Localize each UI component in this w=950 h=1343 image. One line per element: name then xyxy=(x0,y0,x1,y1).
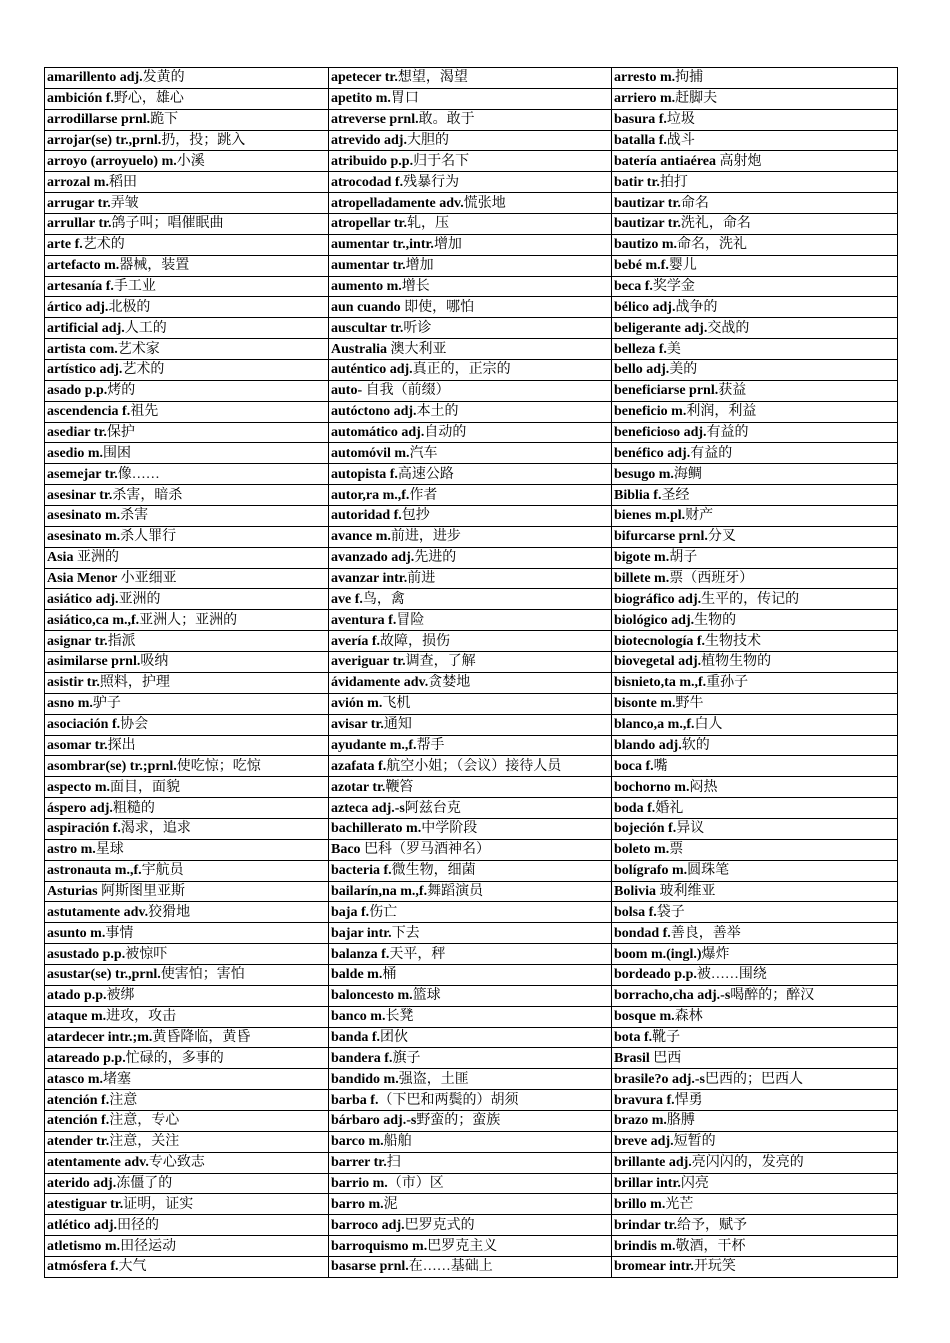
vocab-entry-cell: apetecer tr.想望，渴望 xyxy=(329,68,612,89)
vocab-entry-cell: brindar tr.给予，赋予 xyxy=(612,1215,898,1236)
vocab-entry-cell: áspero adj.粗糙的 xyxy=(45,798,329,819)
table-row xyxy=(45,297,898,318)
vocab-entry-cell: apetito m.胃口 xyxy=(329,88,612,109)
vocab-entry-cell: avance m.前进，进步 xyxy=(329,526,612,547)
vocab-entry-cell: barrer tr.扫 xyxy=(329,1152,612,1173)
table-row xyxy=(45,422,898,443)
vocab-entry-cell: arrullar tr.鸽子叫；唱催眠曲 xyxy=(45,214,329,235)
vocab-entry-cell: bacteria f.微生物，细菌 xyxy=(329,860,612,881)
vocab-entry-cell: banda f.团伙 xyxy=(329,1027,612,1048)
table-row xyxy=(45,1027,898,1048)
vocab-entry-cell: atrocodad f.残暴行为 xyxy=(329,172,612,193)
vocab-entry-cell: arrojar(se) tr.,prnl.扔，投；跳入 xyxy=(45,130,329,151)
table-row xyxy=(45,756,898,777)
vocab-entry-cell: biográfico adj.生平的，传记的 xyxy=(612,589,898,610)
vocab-entry-cell: astronauta m.,f.宇航员 xyxy=(45,860,329,881)
vocab-entry-cell: bisnieto,ta m.,f.重孙子 xyxy=(612,672,898,693)
vocab-entry-cell: asustar(se) tr.,prnl.使害怕；害怕 xyxy=(45,964,329,985)
vocab-entry-cell: bochorno m.闷热 xyxy=(612,777,898,798)
vocab-entry-cell: bromear intr.开玩笑 xyxy=(612,1256,898,1277)
vocab-entry-cell: bailarín,na m.,f.舞蹈演员 xyxy=(329,881,612,902)
vocab-entry-cell: artefacto m.器械，装置 xyxy=(45,255,329,276)
vocab-entry-cell: billete m.票（西班牙） xyxy=(612,568,898,589)
vocab-entry-cell: asimilarse prnl.吸纳 xyxy=(45,652,329,673)
vocab-entry-cell: arrodillarse prnl.跪下 xyxy=(45,109,329,130)
vocab-entry-cell: atropellar tr.轧，压 xyxy=(329,214,612,235)
vocab-entry-cell: batería antiaérea 高射炮 xyxy=(612,151,898,172)
vocab-entry-cell: biotecnología f.生物技术 xyxy=(612,631,898,652)
vocab-entry-cell: atención f.注意，专心 xyxy=(45,1110,329,1131)
vocab-entry-cell: barro m.泥 xyxy=(329,1194,612,1215)
vocab-entry-cell: biológico adj.生物的 xyxy=(612,610,898,631)
table-row xyxy=(45,193,898,214)
vocab-entry-cell: asesinar tr.杀害，暗杀 xyxy=(45,485,329,506)
table-row xyxy=(45,1131,898,1152)
table-row xyxy=(45,923,898,944)
vocab-entry-cell: beneficiarse prnl.获益 xyxy=(612,380,898,401)
vocab-entry-cell: asediar tr.保护 xyxy=(45,422,329,443)
vocabulary-table xyxy=(44,67,898,1278)
vocab-entry-cell: bajar intr.下去 xyxy=(329,923,612,944)
vocab-entry-cell: baloncesto m.篮球 xyxy=(329,985,612,1006)
vocab-entry-cell: bosque m.森林 xyxy=(612,1006,898,1027)
vocab-entry-cell: arriero m.赶脚夫 xyxy=(612,88,898,109)
vocab-entry-cell: brillar intr.闪亮 xyxy=(612,1173,898,1194)
vocab-entry-cell: auto- 自我（前缀） xyxy=(329,380,612,401)
vocab-entry-cell: blando adj.软的 xyxy=(612,735,898,756)
vocab-entry-cell: boleto m.票 xyxy=(612,839,898,860)
vocab-entry-cell: astutamente adv.狡猾地 xyxy=(45,902,329,923)
vocab-entry-cell: azteca adj.-s阿兹台克 xyxy=(329,798,612,819)
vocab-entry-cell: Asia Menor 小亚细亚 xyxy=(45,568,329,589)
vocab-entry-cell: arroyo (arroyuelo) m.小溪 xyxy=(45,151,329,172)
vocab-entry-cell: aumentar tr.,intr.增加 xyxy=(329,234,612,255)
table-row xyxy=(45,1090,898,1111)
vocab-entry-cell: asignar tr.指派 xyxy=(45,631,329,652)
vocab-entry-cell: atmósfera f.大气 xyxy=(45,1256,329,1277)
vocab-entry-cell: ártico adj.北极的 xyxy=(45,297,329,318)
vocab-entry-cell: beligerante adj.交战的 xyxy=(612,318,898,339)
table-row xyxy=(45,1006,898,1027)
table-row xyxy=(45,255,898,276)
vocab-entry-cell: balde m.桶 xyxy=(329,964,612,985)
vocab-entry-cell: atribuido p.p.归于名下 xyxy=(329,151,612,172)
vocab-entry-cell: boom m.(ingl.)爆炸 xyxy=(612,944,898,965)
table-row xyxy=(45,839,898,860)
table-row xyxy=(45,151,898,172)
table-row xyxy=(45,526,898,547)
vocab-entry-cell: atender tr.注意，关注 xyxy=(45,1131,329,1152)
vocab-entry-cell: bota f.靴子 xyxy=(612,1027,898,1048)
table-row xyxy=(45,380,898,401)
vocab-entry-cell: autóctono adj.本土的 xyxy=(329,401,612,422)
vocab-entry-cell: beneficioso adj.有益的 xyxy=(612,422,898,443)
vocab-entry-cell: Australia 澳大利亚 xyxy=(329,339,612,360)
vocab-entry-cell: astro m.星球 xyxy=(45,839,329,860)
vocab-entry-cell: atlético adj.田径的 xyxy=(45,1215,329,1236)
vocab-entry-cell: automático adj.自动的 xyxy=(329,422,612,443)
vocab-entry-cell: asesinato m.杀害 xyxy=(45,506,329,527)
table-row xyxy=(45,464,898,485)
vocab-entry-cell: ave f.鸟，禽 xyxy=(329,589,612,610)
vocab-entry-cell: besugo m.海鲷 xyxy=(612,464,898,485)
table-row xyxy=(45,777,898,798)
vocab-entry-cell: asemejar tr.像…… xyxy=(45,464,329,485)
vocab-entry-cell: avisar tr.通知 xyxy=(329,714,612,735)
vocab-entry-cell: arrugar tr.弄皱 xyxy=(45,193,329,214)
table-row xyxy=(45,985,898,1006)
vocab-entry-cell: artístico adj.艺术的 xyxy=(45,360,329,381)
vocab-entry-cell: bandido m.强盗，土匪 xyxy=(329,1069,612,1090)
vocab-entry-cell: barroquismo m.巴罗克主义 xyxy=(329,1236,612,1257)
table-row xyxy=(45,631,898,652)
vocab-entry-cell: asustado p.p.被惊吓 xyxy=(45,944,329,965)
vocab-entry-cell: avión m.飞机 xyxy=(329,693,612,714)
vocab-entry-cell: avería f.故障，损伤 xyxy=(329,631,612,652)
table-row xyxy=(45,881,898,902)
vocab-entry-cell: bordeado p.p.被……围绕 xyxy=(612,964,898,985)
vocab-entry-cell: aumento m.增长 xyxy=(329,276,612,297)
vocab-entry-cell: asociación f.协会 xyxy=(45,714,329,735)
vocab-entry-cell: aumentar tr.增加 xyxy=(329,255,612,276)
vocab-entry-cell: brillo m.光芒 xyxy=(612,1194,898,1215)
table-row xyxy=(45,1256,898,1277)
vocab-entry-cell: averiguar tr.调查，了解 xyxy=(329,652,612,673)
vocab-entry-cell: brazo m.胳膊 xyxy=(612,1110,898,1131)
vocab-entry-cell: Bolivia 玻利维亚 xyxy=(612,881,898,902)
table-row xyxy=(45,1173,898,1194)
table-row xyxy=(45,401,898,422)
table-row xyxy=(45,1215,898,1236)
table-row xyxy=(45,1152,898,1173)
vocab-entry-cell: asedio m.围困 xyxy=(45,443,329,464)
table-row xyxy=(45,1194,898,1215)
vocab-entry-cell: batir tr.拍打 xyxy=(612,172,898,193)
vocab-entry-cell: banco m.长凳 xyxy=(329,1006,612,1027)
vocabulary-rows xyxy=(45,68,898,1278)
vocab-entry-cell: brillante adj.亮闪闪的，发亮的 xyxy=(612,1152,898,1173)
vocab-entry-cell: asiático,ca m.,f.亚洲人；亚洲的 xyxy=(45,610,329,631)
vocab-entry-cell: atentamente adv.专心致志 xyxy=(45,1152,329,1173)
vocab-entry-cell: ávidamente adv.贪婪地 xyxy=(329,672,612,693)
vocab-entry-cell: boda f.婚礼 xyxy=(612,798,898,819)
vocab-entry-cell: arresto m.拘捕 xyxy=(612,68,898,89)
vocab-entry-cell: atado p.p.被绑 xyxy=(45,985,329,1006)
table-row xyxy=(45,318,898,339)
vocab-entry-cell: asomar tr.探出 xyxy=(45,735,329,756)
vocab-entry-cell: artesanía f.手工业 xyxy=(45,276,329,297)
vocab-entry-cell: asesinato m.杀人罪行 xyxy=(45,526,329,547)
table-row xyxy=(45,693,898,714)
vocab-entry-cell: brindis m.敬酒，干杯 xyxy=(612,1236,898,1257)
vocab-entry-cell: atestiguar tr.证明，证实 xyxy=(45,1194,329,1215)
table-row xyxy=(45,1048,898,1069)
vocab-entry-cell: benéfico adj.有益的 xyxy=(612,443,898,464)
vocab-entry-cell: bautizo m.命名，洗礼 xyxy=(612,234,898,255)
vocab-entry-cell: Brasil 巴西 xyxy=(612,1048,898,1069)
table-row xyxy=(45,818,898,839)
vocab-entry-cell: bienes m.pl.财产 xyxy=(612,506,898,527)
table-row xyxy=(45,214,898,235)
vocab-entry-cell: balanza f.天平，秤 xyxy=(329,944,612,965)
vocab-entry-cell: ascendencia f.祖先 xyxy=(45,401,329,422)
table-row xyxy=(45,964,898,985)
vocab-entry-cell: bautizar tr.洗礼，命名 xyxy=(612,214,898,235)
vocab-entry-cell: atareado p.p.忙碌的，多事的 xyxy=(45,1048,329,1069)
vocab-entry-cell: azotar tr.鞭笞 xyxy=(329,777,612,798)
vocab-entry-cell: atropelladamente adv.慌张地 xyxy=(329,193,612,214)
vocab-entry-cell: asno m.驴子 xyxy=(45,693,329,714)
table-row xyxy=(45,88,898,109)
table-row xyxy=(45,944,898,965)
vocab-entry-cell: artificial adj.人工的 xyxy=(45,318,329,339)
table-row xyxy=(45,234,898,255)
table-row xyxy=(45,672,898,693)
vocab-entry-cell: bélico adj.战争的 xyxy=(612,297,898,318)
vocab-entry-cell: atardecer intr.;m.黄昏降临，黄昏 xyxy=(45,1027,329,1048)
vocab-entry-cell: bárbaro adj.-s野蛮的；蛮族 xyxy=(329,1110,612,1131)
vocab-entry-cell: autopista f.高速公路 xyxy=(329,464,612,485)
table-row xyxy=(45,589,898,610)
vocab-entry-cell: aventura f.冒险 xyxy=(329,610,612,631)
vocab-entry-cell: bisonte m.野牛 xyxy=(612,693,898,714)
vocab-entry-cell: avanzar intr.前进 xyxy=(329,568,612,589)
vocab-entry-cell: bravura f.悍勇 xyxy=(612,1090,898,1111)
table-row xyxy=(45,547,898,568)
vocab-entry-cell: avanzado adj.先进的 xyxy=(329,547,612,568)
table-row xyxy=(45,68,898,89)
vocab-entry-cell: Biblia f.圣经 xyxy=(612,485,898,506)
table-row xyxy=(45,1110,898,1131)
vocab-entry-cell: beca f.奖学金 xyxy=(612,276,898,297)
table-row xyxy=(45,735,898,756)
table-row xyxy=(45,506,898,527)
vocab-entry-cell: barba f.（下巴和两鬓的）胡须 xyxy=(329,1090,612,1111)
table-row xyxy=(45,360,898,381)
table-row xyxy=(45,172,898,193)
vocab-entry-cell: brasile?o adj.-s巴西的；巴西人 xyxy=(612,1069,898,1090)
table-row xyxy=(45,485,898,506)
vocab-entry-cell: bachillerato m.中学阶段 xyxy=(329,818,612,839)
vocab-entry-cell: bolígrafo m.圆珠笔 xyxy=(612,860,898,881)
vocab-entry-cell: barroco adj.巴罗克式的 xyxy=(329,1215,612,1236)
vocab-entry-cell: bolsa f.袋子 xyxy=(612,902,898,923)
vocab-entry-cell: arrozal m.稻田 xyxy=(45,172,329,193)
vocab-entry-cell: bautizar tr.命名 xyxy=(612,193,898,214)
vocab-entry-cell: aun cuando 即使，哪怕 xyxy=(329,297,612,318)
vocab-entry-cell: amarillento adj.发黄的 xyxy=(45,68,329,89)
vocab-entry-cell: asado p.p.烤的 xyxy=(45,380,329,401)
vocab-entry-cell: boca f.嘴 xyxy=(612,756,898,777)
vocab-entry-cell: borracho,cha adj.-s喝醉的；醉汉 xyxy=(612,985,898,1006)
vocab-entry-cell: asombrar(se) tr.;prnl.使吃惊；吃惊 xyxy=(45,756,329,777)
vocab-entry-cell: atasco m.堵塞 xyxy=(45,1069,329,1090)
vocab-entry-cell: arte f.艺术的 xyxy=(45,234,329,255)
vocab-entry-cell: atreverse prnl.敢。敢于 xyxy=(329,109,612,130)
table-row xyxy=(45,276,898,297)
vocab-entry-cell: baja f.伤亡 xyxy=(329,902,612,923)
vocab-entry-cell: asunto m.事情 xyxy=(45,923,329,944)
vocab-entry-cell: asiático adj.亚洲的 xyxy=(45,589,329,610)
vocab-entry-cell: azafata f.航空小姐；（会议）接待人员 xyxy=(329,756,612,777)
table-row xyxy=(45,902,898,923)
table-row xyxy=(45,109,898,130)
vocab-entry-cell: autor,ra m.,f.作者 xyxy=(329,485,612,506)
vocab-entry-cell: Asia 亚洲的 xyxy=(45,547,329,568)
vocab-entry-cell: autoridad f.包抄 xyxy=(329,506,612,527)
vocab-entry-cell: artista com.艺术家 xyxy=(45,339,329,360)
vocab-entry-cell: atención f.注意 xyxy=(45,1090,329,1111)
vocab-entry-cell: Baco 巴科（罗马酒神名） xyxy=(329,839,612,860)
vocab-entry-cell: biovegetal adj.植物生物的 xyxy=(612,652,898,673)
vocab-entry-cell: basura f.垃圾 xyxy=(612,109,898,130)
table-row xyxy=(45,860,898,881)
vocab-entry-cell: blanco,a m.,f.白人 xyxy=(612,714,898,735)
table-row xyxy=(45,714,898,735)
vocab-entry-cell: basarse prnl.在……基础上 xyxy=(329,1256,612,1277)
vocab-entry-cell: barrio m.（市）区 xyxy=(329,1173,612,1194)
vocab-entry-cell: belleza f.美 xyxy=(612,339,898,360)
table-row xyxy=(45,610,898,631)
vocab-entry-cell: ayudante m.,f.帮手 xyxy=(329,735,612,756)
vocab-entry-cell: bandera f.旗子 xyxy=(329,1048,612,1069)
vocab-entry-cell: aterido adj.冻僵了的 xyxy=(45,1173,329,1194)
vocab-entry-cell: asistir tr.照料，护理 xyxy=(45,672,329,693)
vocab-entry-cell: automóvil m.汽车 xyxy=(329,443,612,464)
vocab-entry-cell: ambición f.野心，雄心 xyxy=(45,88,329,109)
vocab-entry-cell: barco m.船舶 xyxy=(329,1131,612,1152)
table-row xyxy=(45,652,898,673)
vocab-entry-cell: auténtico adj.真正的，正宗的 xyxy=(329,360,612,381)
vocab-entry-cell: bondad f.善良，善举 xyxy=(612,923,898,944)
table-row xyxy=(45,1069,898,1090)
vocab-entry-cell: bifurcarse prnl.分叉 xyxy=(612,526,898,547)
vocab-entry-cell: batalla f.战斗 xyxy=(612,130,898,151)
vocab-entry-cell: bigote m.胡子 xyxy=(612,547,898,568)
table-row xyxy=(45,339,898,360)
vocab-entry-cell: atletismo m.田径运动 xyxy=(45,1236,329,1257)
vocab-entry-cell: atrevido adj.大胆的 xyxy=(329,130,612,151)
table-row xyxy=(45,1236,898,1257)
vocab-entry-cell: bojeción f.异议 xyxy=(612,818,898,839)
vocab-entry-cell: bello adj.美的 xyxy=(612,360,898,381)
table-row xyxy=(45,568,898,589)
vocab-entry-cell: Asturias 阿斯图里亚斯 xyxy=(45,881,329,902)
vocab-entry-cell: aspiración f.渴求，追求 xyxy=(45,818,329,839)
vocab-entry-cell: breve adj.短暂的 xyxy=(612,1131,898,1152)
vocab-entry-cell: aspecto m.面目，面貌 xyxy=(45,777,329,798)
table-row xyxy=(45,130,898,151)
vocab-entry-cell: ataque m.进攻，攻击 xyxy=(45,1006,329,1027)
vocab-entry-cell: beneficio m.利润，利益 xyxy=(612,401,898,422)
vocab-entry-cell: bebé m.f.婴儿 xyxy=(612,255,898,276)
table-row xyxy=(45,798,898,819)
table-row xyxy=(45,443,898,464)
vocab-entry-cell: auscultar tr.听诊 xyxy=(329,318,612,339)
